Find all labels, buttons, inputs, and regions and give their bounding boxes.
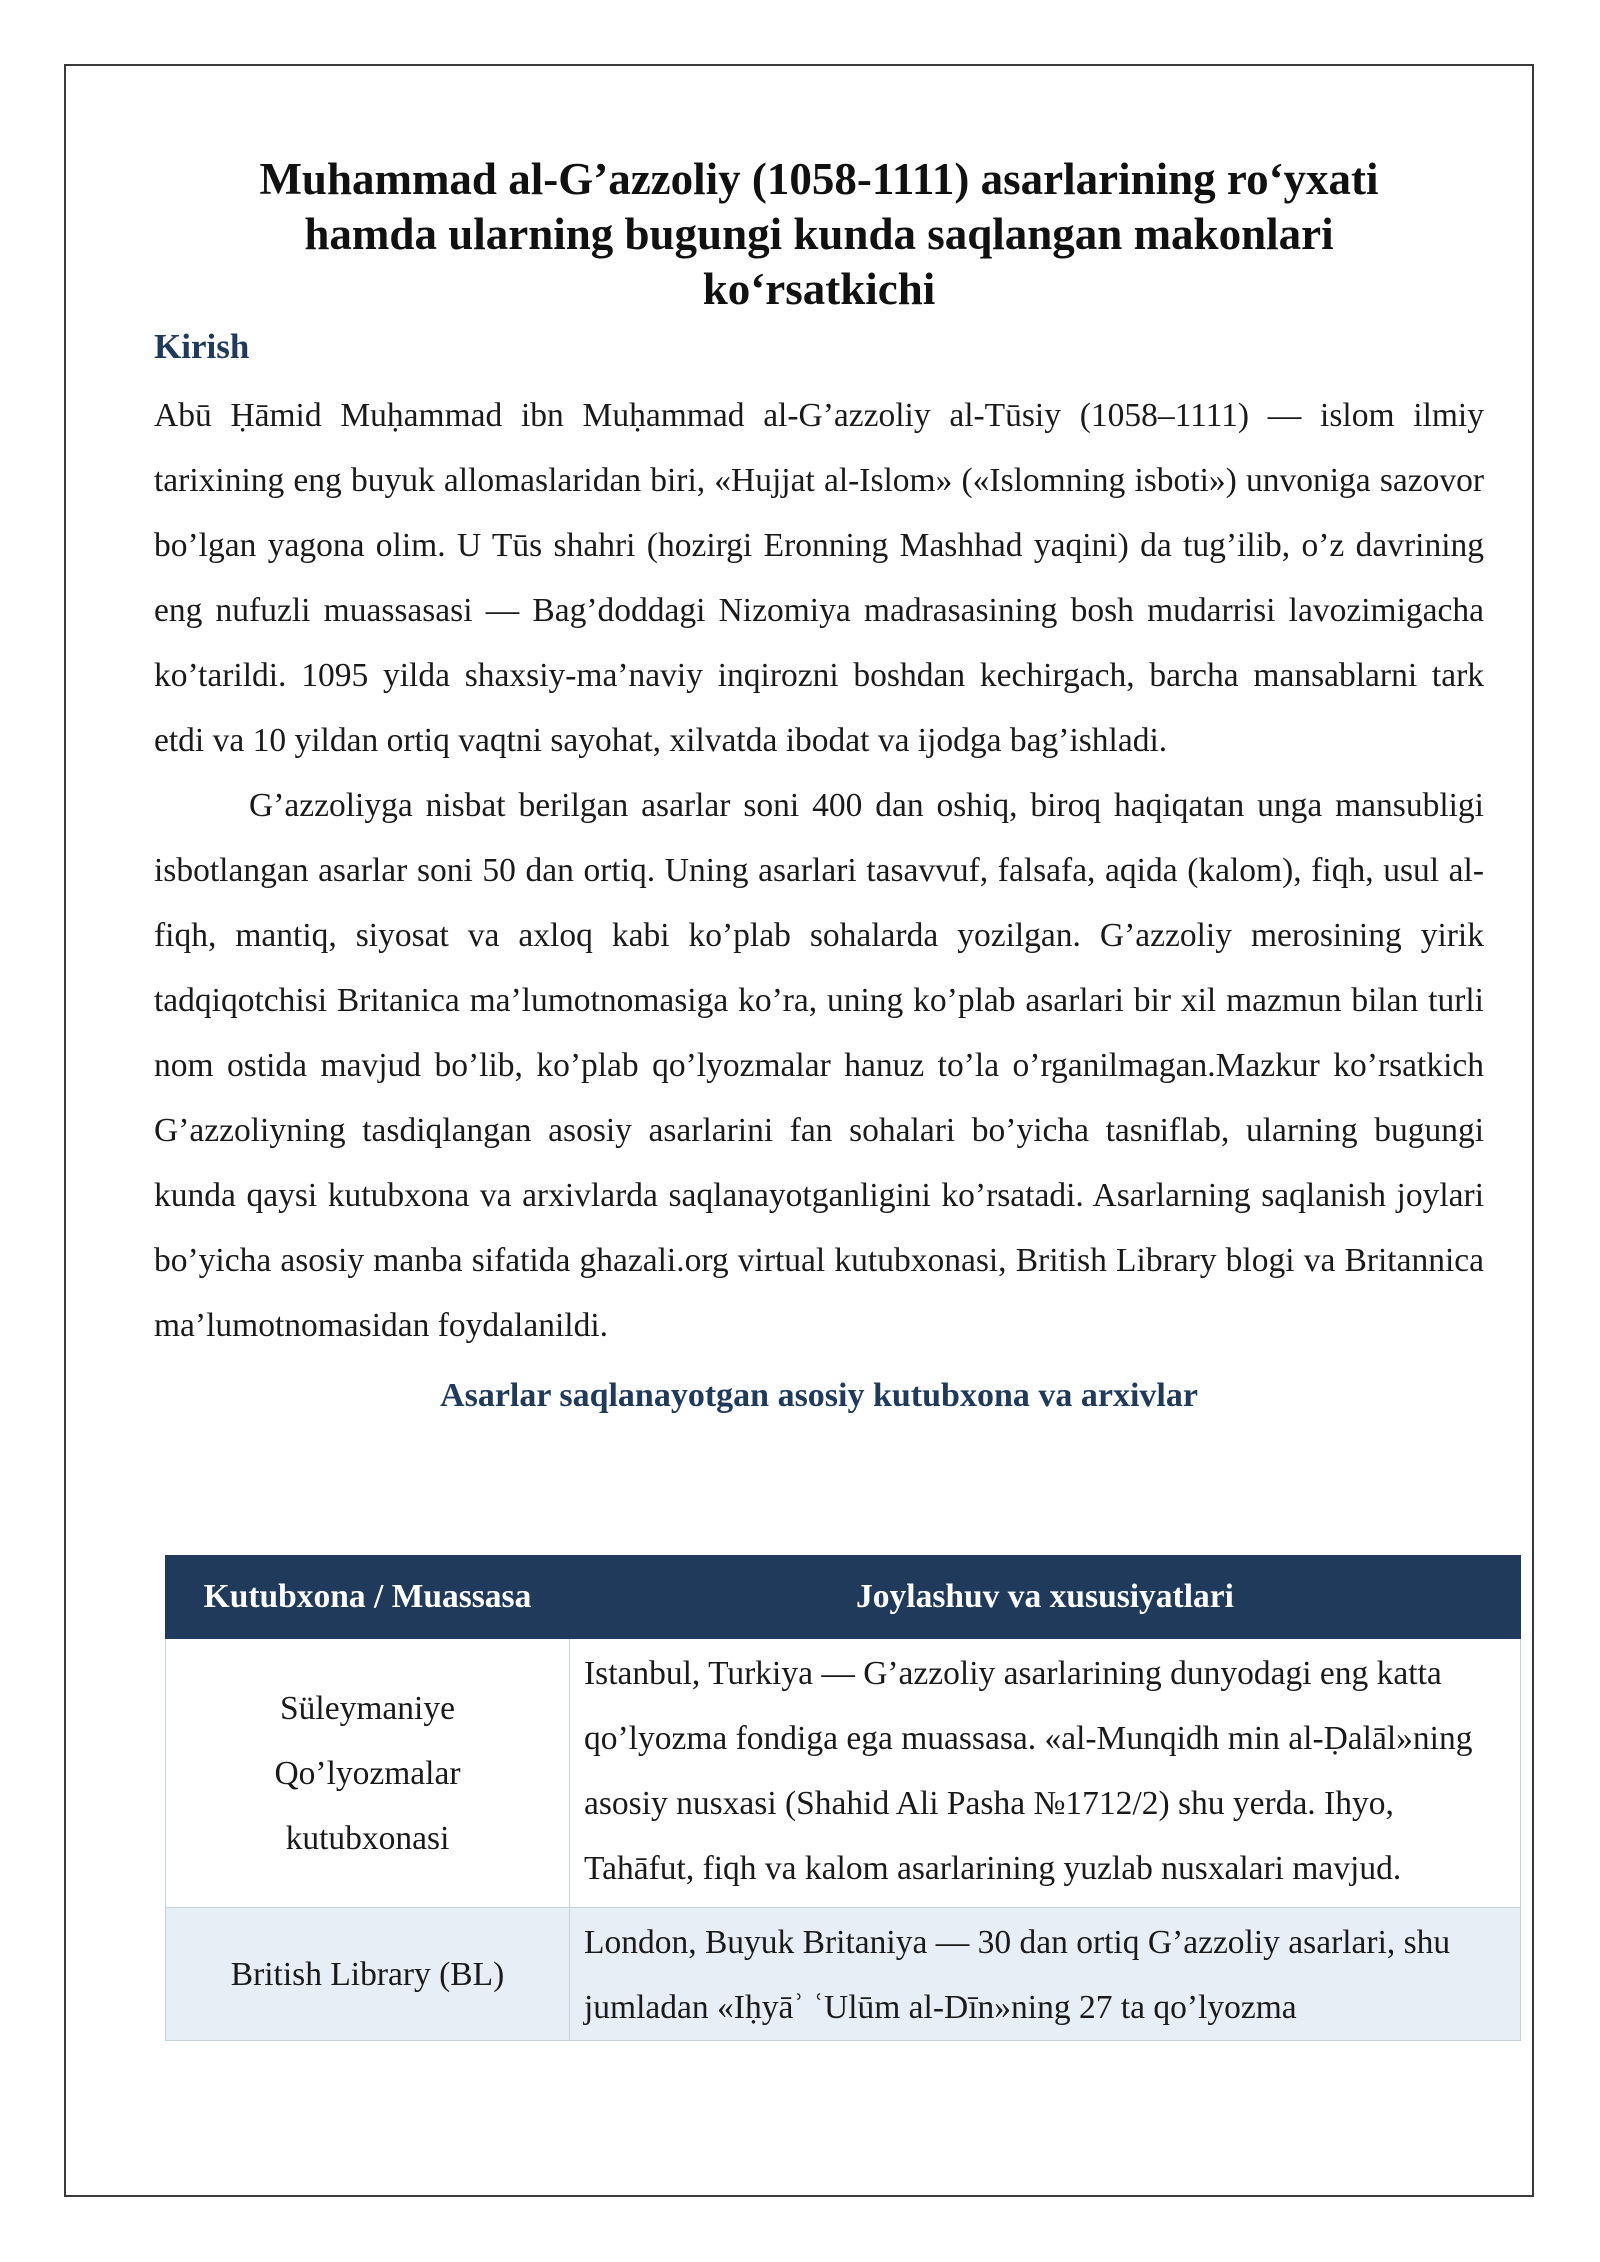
intro-paragraph-1: Abū Ḥāmid Muḥammad ibn Muḥammad al-G’azzoliy al-Tūsiy (1058–1111) — islom ilmiy tarixining eng buyuk allomaslaridan biri, «Hujjat al-Islom» («Islomning isboti») unvoniga sazovor bo’lgan yagona olim. U Tūs shahri (hozirgi Eronning Mashhad yaqini) da tug’ilib, o’z davrining eng nufuzli muassasasi — Bag’doddagi Nizomiya madrasasining bosh mudarrisi lavozimigacha ko’tarildi. 1095 yilda shaxsiy-ma’naviy inqirozni boshdan kechirgach, barcha mansablarni tark etdi va 10 yildan ortiq vaqtni sayohat, xilvatda ibodat va ijodga bag’ishladi. — [154, 397, 1484, 759]
library-name-cell: Süleymaniye Qo’lyozmalar kutubxonasi — [166, 1639, 570, 1908]
column-header-library: Kutubxona / Muassasa — [166, 1556, 570, 1639]
document-title: Muhammad al-G’azzoliy (1058-1111) asarlarining ro‘yxati hamda ularning bugungi kunda saqlangan makonlari ko‘rsatkichi — [259, 154, 1379, 314]
table-header-row — [166, 1556, 1521, 1639]
table-row — [166, 1908, 1521, 2041]
library-description-cell: Istanbul, Turkiya — G’azzoliy asarlarining dunyodagi eng katta qo’lyozma fondiga ega muassasa. «al-Munqidh min al-Ḍalāl»ning asosiy nusxasi (Shahid Ali Pasha №1712/2) shu yerda. Ihyo, Tahāfut, fiqh va kalom asarlarining yuzlab nusxalari mavjud. — [570, 1639, 1521, 1908]
section-heading-kirish: Kirish — [154, 327, 250, 366]
table-caption: Asarlar saqlanayotgan asosiy kutubxona va arxivlar — [440, 1377, 1198, 1414]
table-row — [166, 1639, 1521, 1908]
libraries-table — [165, 1555, 1521, 2041]
intro-paragraph-2: G’azzoliyga nisbat berilgan asarlar soni 400 dan oshiq, biroq haqiqatan unga mansubligi isbotlangan asarlar soni 50 dan ortiq. Uning asarlari tasavvuf, falsafa, aqida (kalom), fiqh, usul al-fiqh, mantiq, siyosat va axloq kabi ko’plab sohalarda yozilgan. G’azzoliy merosining yirik tadqiqotchisi Britanica ma’lumotnomasiga ko’ra, uning ko’plab asarlari bir xil mazmun bilan turli nom ostida mavjud bo’lib, ko’plab qo’lyozmalar hanuz to’la o’rganilmagan.Mazkur ko’rsatkich G’azzoliyning tasdiqlangan asosiy asarlarini fan sohalari bo’yicha tasniflab, ularning bugungi kunda qaysi kutubxona va arxivlarda saqlanayotganligini ko’rsatadi. Asarlarning saqlanish joylari bo’yicha asosiy manba sifatida ghazali.org virtual kutubxonasi, British Library blogi va Britannica ma’lumotnomasidan foydalanildi. — [154, 787, 1484, 1344]
library-description-cell: London, Buyuk Britaniya — 30 dan ortiq G’azzoliy asarlari, shu jumladan «Iḥyāʾ ʿUlūm al-Dīn»ning 27 ta qo’lyozma — [570, 1908, 1521, 2041]
column-header-location: Joylashuv va xususiyatlari — [570, 1556, 1521, 1639]
document-body — [154, 152, 1484, 1418]
library-name-cell: British Library (BL) — [166, 1908, 570, 2041]
